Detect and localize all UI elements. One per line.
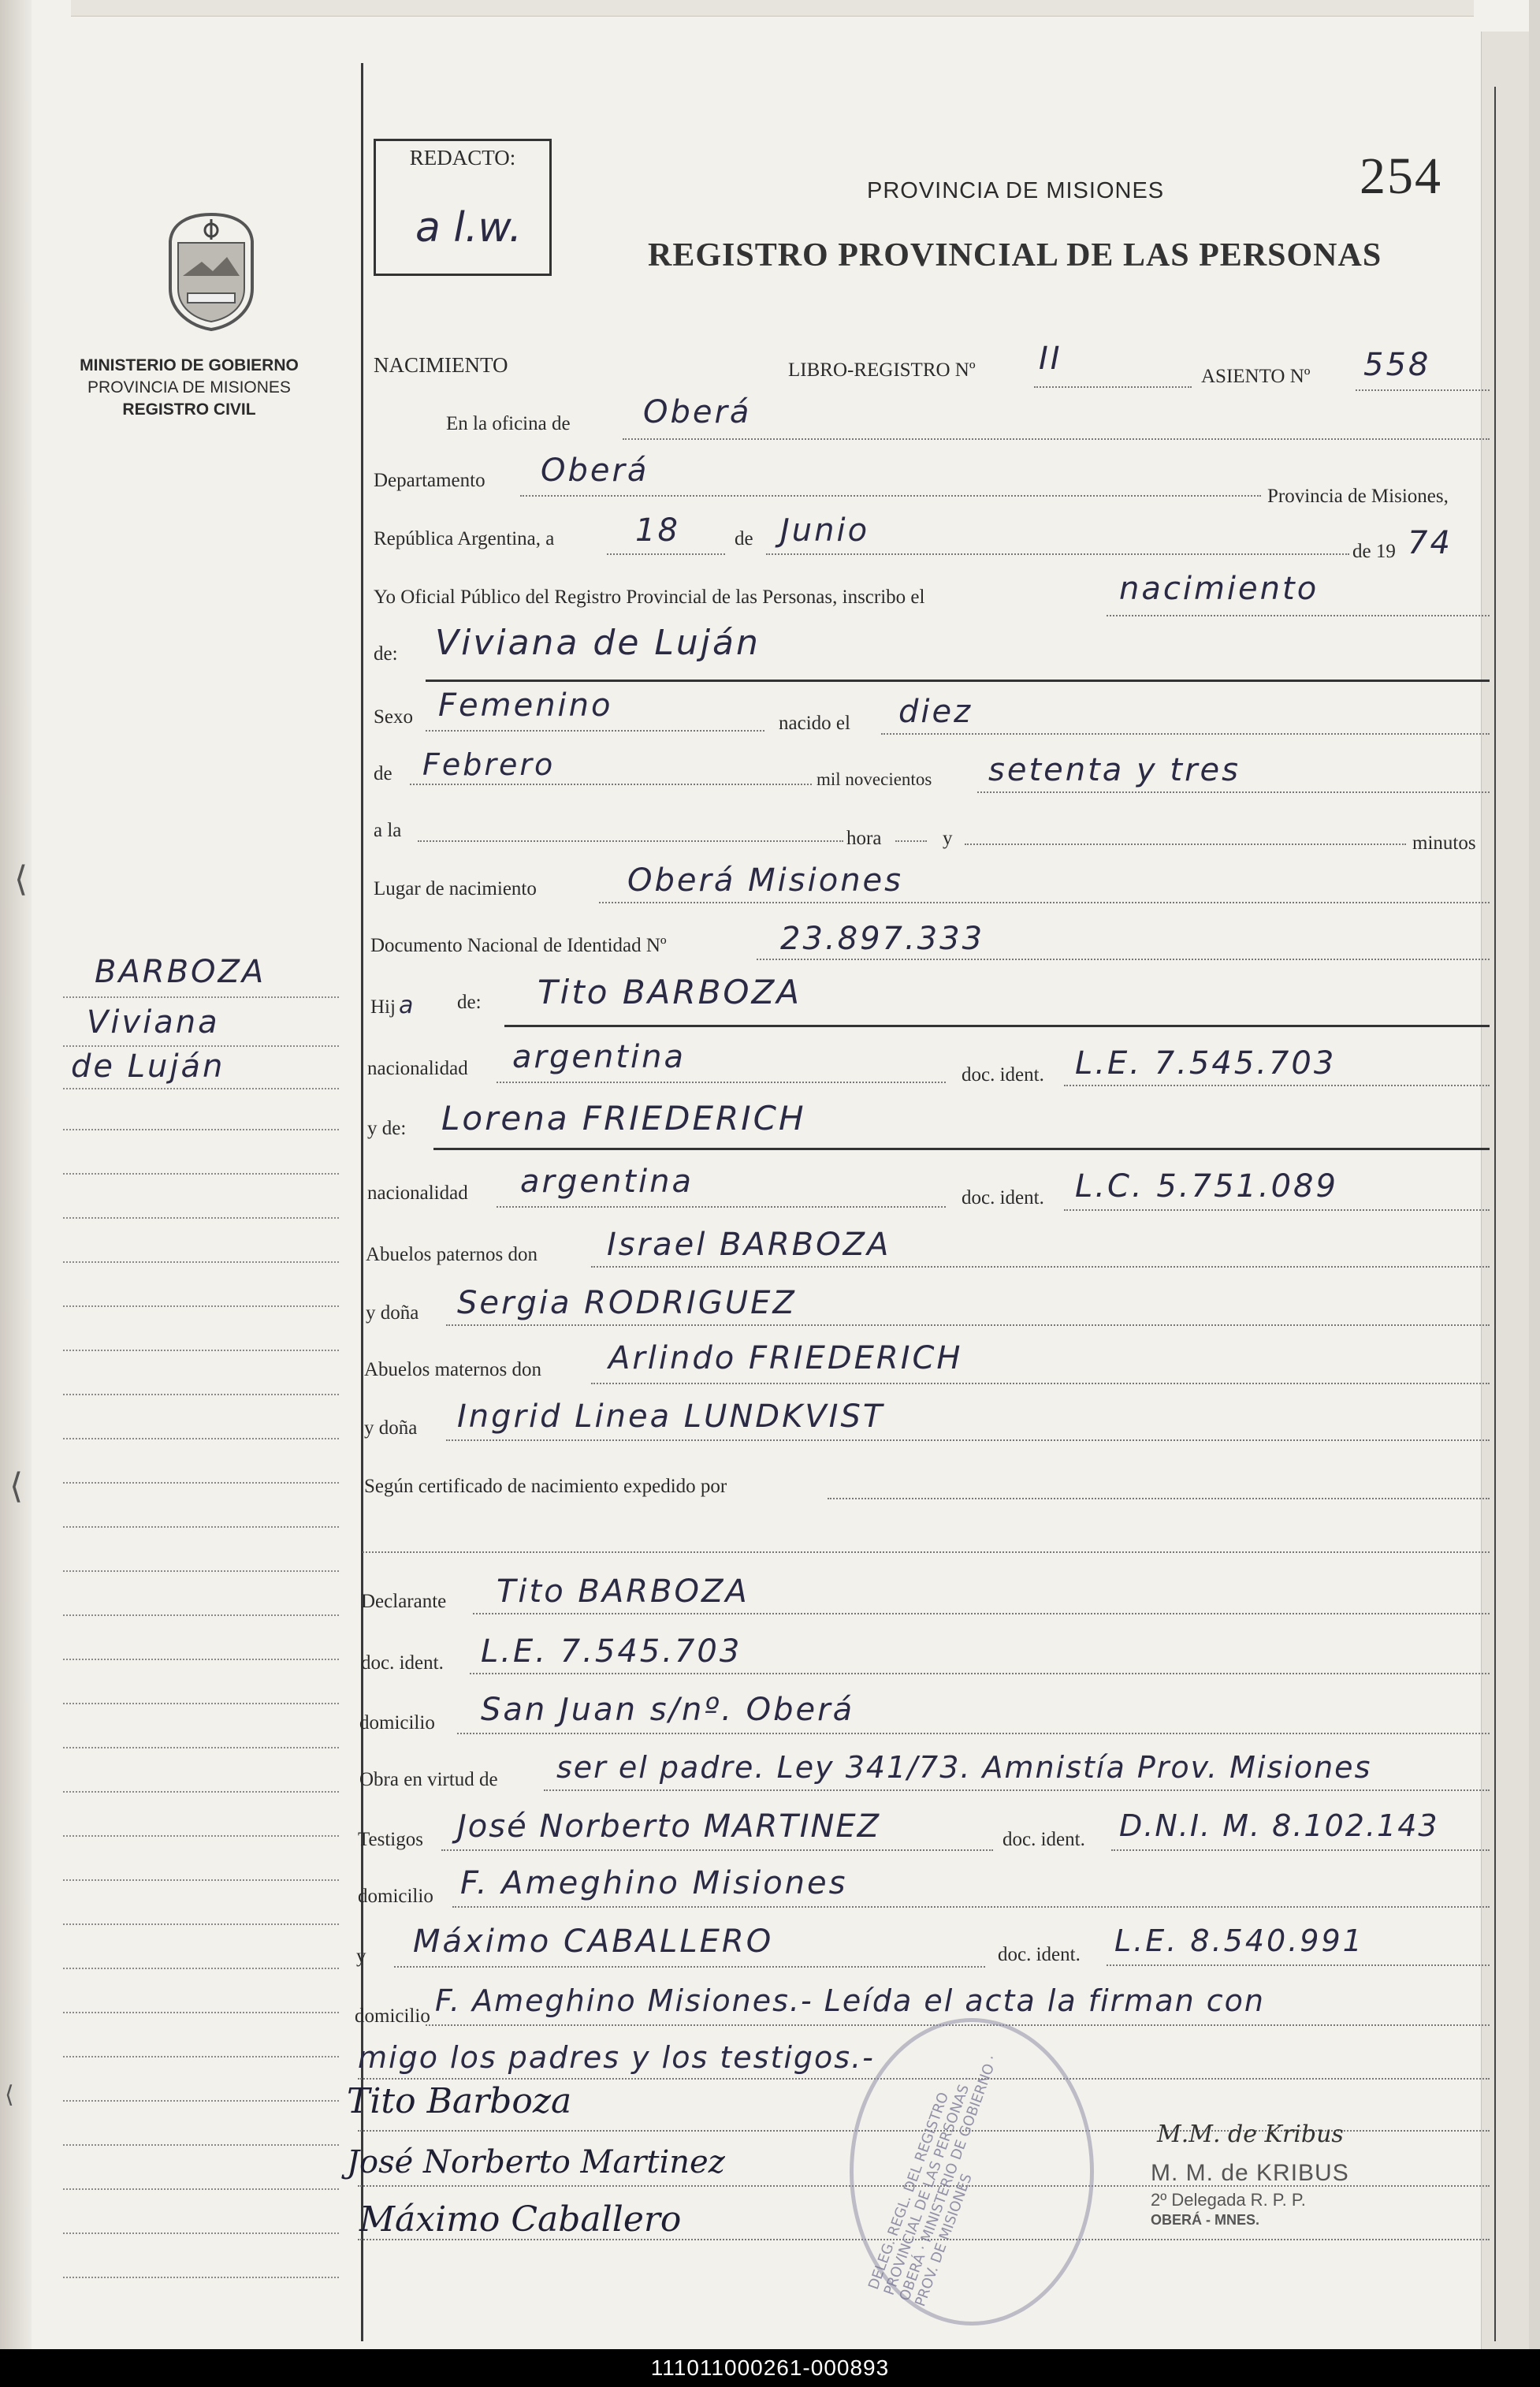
redacto-label: REDACTO: xyxy=(409,146,516,169)
province-heading: PROVINCIA DE MISIONES xyxy=(867,178,1165,203)
registrant-name: Viviana de Luján xyxy=(435,623,761,663)
segun-label: Según certificado de nacimiento expedido por xyxy=(364,1476,727,1497)
ydona1-label: y doña xyxy=(366,1302,419,1324)
abuelo-pat-line xyxy=(591,1266,1490,1268)
signature-father: Tito Barboza xyxy=(347,2081,572,2121)
margin-mark-icon: ⟨ xyxy=(5,2081,14,2109)
declarante-line xyxy=(473,1613,1490,1614)
testigo1-doc-line xyxy=(1111,1849,1490,1851)
margin-line xyxy=(63,1217,339,1219)
hij-text: Hij xyxy=(370,996,396,1018)
nacido-line xyxy=(881,733,1490,735)
provincia-label: Provincia de Misiones, xyxy=(1267,486,1449,507)
nac1-label: nacionalidad xyxy=(367,1058,468,1079)
page-edge-right xyxy=(1481,32,1529,2349)
docid1-label: doc. ident. xyxy=(962,1064,1044,1086)
coat-of-arms-icon xyxy=(156,210,266,333)
ministry-line2: PROVINCIA DE MISIONES xyxy=(87,378,291,397)
yde-label: y de: xyxy=(367,1118,407,1139)
oficina-label: En la oficina de xyxy=(446,413,571,434)
declarante-dom: San Juan s/nº. Oberá xyxy=(481,1692,855,1728)
margin-line xyxy=(63,1482,339,1484)
testigos-label: Testigos xyxy=(358,1829,423,1850)
father-underline xyxy=(504,1025,1490,1027)
ala-label: a la xyxy=(374,820,402,841)
lugar-label: Lugar de nacimiento xyxy=(374,878,537,899)
mil-label: mil novecientos xyxy=(816,769,932,789)
inscribo-label: Yo Oficial Público del Registro Provincial de las Personas, inscribo el xyxy=(374,587,925,608)
margin-line xyxy=(63,2232,339,2234)
margin-line xyxy=(63,1045,339,1047)
mother-doc-line xyxy=(1064,1209,1490,1211)
libro-value: II xyxy=(1039,341,1062,377)
ydona2-label: y doña xyxy=(364,1417,418,1439)
testigo1-value: José Norberto MARTINEZ xyxy=(457,1808,881,1845)
docid4-label: doc. ident. xyxy=(1002,1829,1085,1850)
margin-line xyxy=(63,1173,339,1175)
abuela-pat-line xyxy=(446,1324,1490,1326)
margin-mark-icon: ⟨ xyxy=(14,859,28,899)
segun-line xyxy=(828,1498,1490,1499)
margin-line xyxy=(63,2277,339,2278)
closing-text: migo los padres y los testigos.- xyxy=(358,2040,875,2075)
abuelo-mat-value: Arlindo FRIEDERICH xyxy=(608,1340,963,1376)
year-value: 74 xyxy=(1408,525,1453,561)
y-label: y xyxy=(943,828,953,849)
y2-label: y xyxy=(356,1946,366,1967)
ministry-line1: MINISTERIO DE GOBIERNO xyxy=(80,356,299,374)
margin-line xyxy=(63,1659,339,1660)
official-name: M. M. de KRIBUS xyxy=(1151,2160,1349,2186)
margin-line xyxy=(63,1394,339,1395)
lugar-line xyxy=(599,902,1490,903)
birth-month-value: Febrero xyxy=(422,747,556,782)
dni-label: Documento Nacional de Identidad Nº xyxy=(370,935,667,956)
oficina-value: Oberá xyxy=(643,394,752,430)
margin-line xyxy=(63,1614,339,1616)
segun-line2 xyxy=(363,1551,1490,1553)
signature-testigo2: Máximo Caballero xyxy=(359,2199,682,2240)
obra-line xyxy=(544,1789,1490,1791)
official-title: 2º Delegada R. P. P. xyxy=(1151,2190,1306,2210)
birth-year-value: setenta y tres xyxy=(988,752,1241,788)
father-nat-line xyxy=(497,1082,946,1083)
margin-line xyxy=(63,1703,339,1704)
abuelo-mat-line xyxy=(591,1383,1490,1384)
margin-line xyxy=(63,1747,339,1748)
hij-label xyxy=(370,992,416,1019)
signature-testigo1: José Norberto Martinez xyxy=(347,2144,725,2180)
departamento-value: Oberá xyxy=(541,452,649,489)
margin-line xyxy=(63,1305,339,1307)
departamento-label: Departamento xyxy=(374,470,485,491)
testigo1-doc: D.N.I. M. 8.102.143 xyxy=(1119,1808,1439,1843)
father-doc: L.E. 7.545.703 xyxy=(1075,1045,1337,1082)
dni-value: 23.897.333 xyxy=(780,921,985,957)
nac2-label: nacionalidad xyxy=(367,1182,468,1204)
minutos-line xyxy=(965,843,1406,845)
right-border xyxy=(1494,87,1496,2341)
mother-nationality: argentina xyxy=(520,1164,694,1200)
hora-line xyxy=(418,840,843,842)
mother-doc: L.C. 5.751.089 xyxy=(1075,1168,1338,1205)
domicilio1-label: domicilio xyxy=(359,1712,435,1733)
testigo1-dom: F. Ameghino Misiones xyxy=(460,1865,848,1901)
declarante-dom-line xyxy=(457,1733,1490,1734)
month-value: Junio xyxy=(780,512,870,549)
official-place: OBERÁ - MNES. xyxy=(1151,2212,1260,2228)
margin-line xyxy=(63,2100,339,2102)
margin-line xyxy=(63,1526,339,1528)
stamp-text: DELEG. REGL. DEL REGISTRO PROVINCIAL DE LAS PERSONAS · OBERÁ · MINISTERIO DE GOBIERNO · PROV. DE MISIONES xyxy=(865,2053,1002,2309)
binding-shadow xyxy=(0,0,32,2349)
margin-name1: Viviana xyxy=(87,1004,220,1041)
page-edge-top xyxy=(71,0,1474,17)
margin-line xyxy=(63,2056,339,2057)
margin-line xyxy=(63,1088,339,1089)
asiento-value: 558 xyxy=(1363,347,1431,383)
margin-line xyxy=(63,1350,339,1351)
day-value: 18 xyxy=(635,512,680,549)
declarante-doc: L.E. 7.545.703 xyxy=(481,1633,742,1670)
testigo1-dom-line xyxy=(452,1906,1490,1908)
month-line xyxy=(766,553,1349,555)
abuelos-pat-label: Abuelos paternos don xyxy=(366,1244,538,1265)
departamento-line xyxy=(520,495,1261,497)
mother-nat-line xyxy=(497,1206,946,1208)
father-name: Tito BARBOZA xyxy=(538,973,802,1011)
dni-line xyxy=(757,959,1490,960)
redacto-value: a l.w. xyxy=(415,204,523,251)
birth-month-line xyxy=(410,784,812,785)
margin-line xyxy=(63,1438,339,1439)
libro-line xyxy=(1034,386,1192,388)
declarante-doc-line xyxy=(470,1673,1490,1674)
sexo-value: Femenino xyxy=(438,687,613,724)
libro-label: LIBRO-REGISTRO Nº xyxy=(788,359,976,381)
docid2-label: doc. ident. xyxy=(962,1187,1044,1208)
margin-line xyxy=(63,2188,339,2190)
margin-surname: BARBOZA xyxy=(95,954,266,990)
ministry-line3: REGISTRO CIVIL xyxy=(122,400,256,419)
asiento-label: ASIENTO Nº xyxy=(1201,366,1311,387)
margin-divider xyxy=(361,63,363,2341)
sexo-label: Sexo xyxy=(374,706,413,728)
year-label: de 19 xyxy=(1352,541,1396,562)
de4-label: de: xyxy=(457,992,482,1013)
lugar-value: Oberá Misiones xyxy=(627,862,904,899)
ministry-heading xyxy=(47,355,331,421)
inscribo-line xyxy=(1107,615,1490,616)
margin-line xyxy=(63,1835,339,1837)
de3-label: de xyxy=(374,763,392,784)
obra-value: ser el padre. Ley 341/73. Amnistía Prov. Misiones xyxy=(556,1750,1372,1785)
official-signature: M.M. de Kribus xyxy=(1157,2121,1344,2148)
margin-line xyxy=(63,1923,339,1925)
obra-label: Obra en virtud de xyxy=(359,1769,498,1790)
domicilio2-label: domicilio xyxy=(358,1886,433,1907)
margin-line xyxy=(63,1570,339,1572)
docid5-label: doc. ident. xyxy=(998,1944,1081,1965)
margin-name2: de Luján xyxy=(71,1048,225,1085)
oficina-line xyxy=(623,438,1490,440)
nacido-day-value: diez xyxy=(898,694,973,730)
registry-title: REGISTRO PROVINCIAL DE LAS PERSONAS xyxy=(648,237,1382,274)
margin-line xyxy=(63,2012,339,2013)
de2-label: de: xyxy=(374,643,398,665)
birth-year-line xyxy=(977,791,1490,793)
domicilio3-label: domicilio xyxy=(355,2005,430,2027)
mother-underline xyxy=(433,1148,1490,1150)
abuela-mat-line xyxy=(446,1439,1490,1441)
father-doc-line xyxy=(1064,1085,1490,1086)
mother-name: Lorena FRIEDERICH xyxy=(441,1099,806,1138)
record-type: NACIMIENTO xyxy=(374,353,508,377)
hora-label: hora xyxy=(846,828,882,849)
testigo2-line xyxy=(394,1966,985,1968)
docid3-label: doc. ident. xyxy=(361,1652,444,1674)
footer-code: 111011000261-000893 xyxy=(0,2349,1540,2387)
testigo2-value: Máximo CABALLERO xyxy=(413,1923,774,1960)
abuela-pat-value: Sergia RODRIGUEZ xyxy=(457,1285,797,1321)
declarante-label: Declarante xyxy=(361,1591,447,1612)
official-block xyxy=(1151,2160,1349,2229)
day-line xyxy=(607,553,725,555)
abuelo-pat-value: Israel BARBOZA xyxy=(607,1227,891,1263)
margin-line xyxy=(63,1129,339,1130)
redacto-box xyxy=(374,139,552,276)
testigo2-doc-line xyxy=(1107,1964,1490,1966)
margin-line xyxy=(63,1879,339,1881)
minutos-label: minutos xyxy=(1412,832,1476,854)
abuelos-mat-label: Abuelos maternos don xyxy=(364,1359,541,1380)
abuela-mat-value: Ingrid Linea LUNDKVIST xyxy=(457,1398,885,1435)
margin-line xyxy=(63,1791,339,1793)
margin-line xyxy=(63,2144,339,2146)
republica-label: República Argentina, a xyxy=(374,528,555,549)
name-underline xyxy=(426,680,1490,682)
margin-line xyxy=(63,996,339,998)
act-number: 254 xyxy=(1360,147,1442,205)
testigo1-line xyxy=(441,1849,993,1851)
margin-line xyxy=(63,1968,339,1969)
asiento-line xyxy=(1356,389,1490,391)
de-label: de xyxy=(735,528,753,549)
margin-line xyxy=(63,1261,339,1263)
nacido-label: nacido el xyxy=(779,713,850,734)
testigo2-dom: F. Ameghino Misiones.- Leída el acta la firman con xyxy=(435,1983,1265,2018)
hij-suffix: a xyxy=(398,992,416,1019)
declarante-value: Tito BARBOZA xyxy=(497,1573,750,1610)
testigo2-doc: L.E. 8.540.991 xyxy=(1114,1923,1364,1958)
margin-mark-icon: ⟨ xyxy=(9,1466,24,1506)
sexo-line xyxy=(426,730,764,732)
hora-line2 xyxy=(895,840,927,842)
father-nationality: argentina xyxy=(512,1039,686,1075)
inscribo-value: nacimiento xyxy=(1119,571,1319,607)
